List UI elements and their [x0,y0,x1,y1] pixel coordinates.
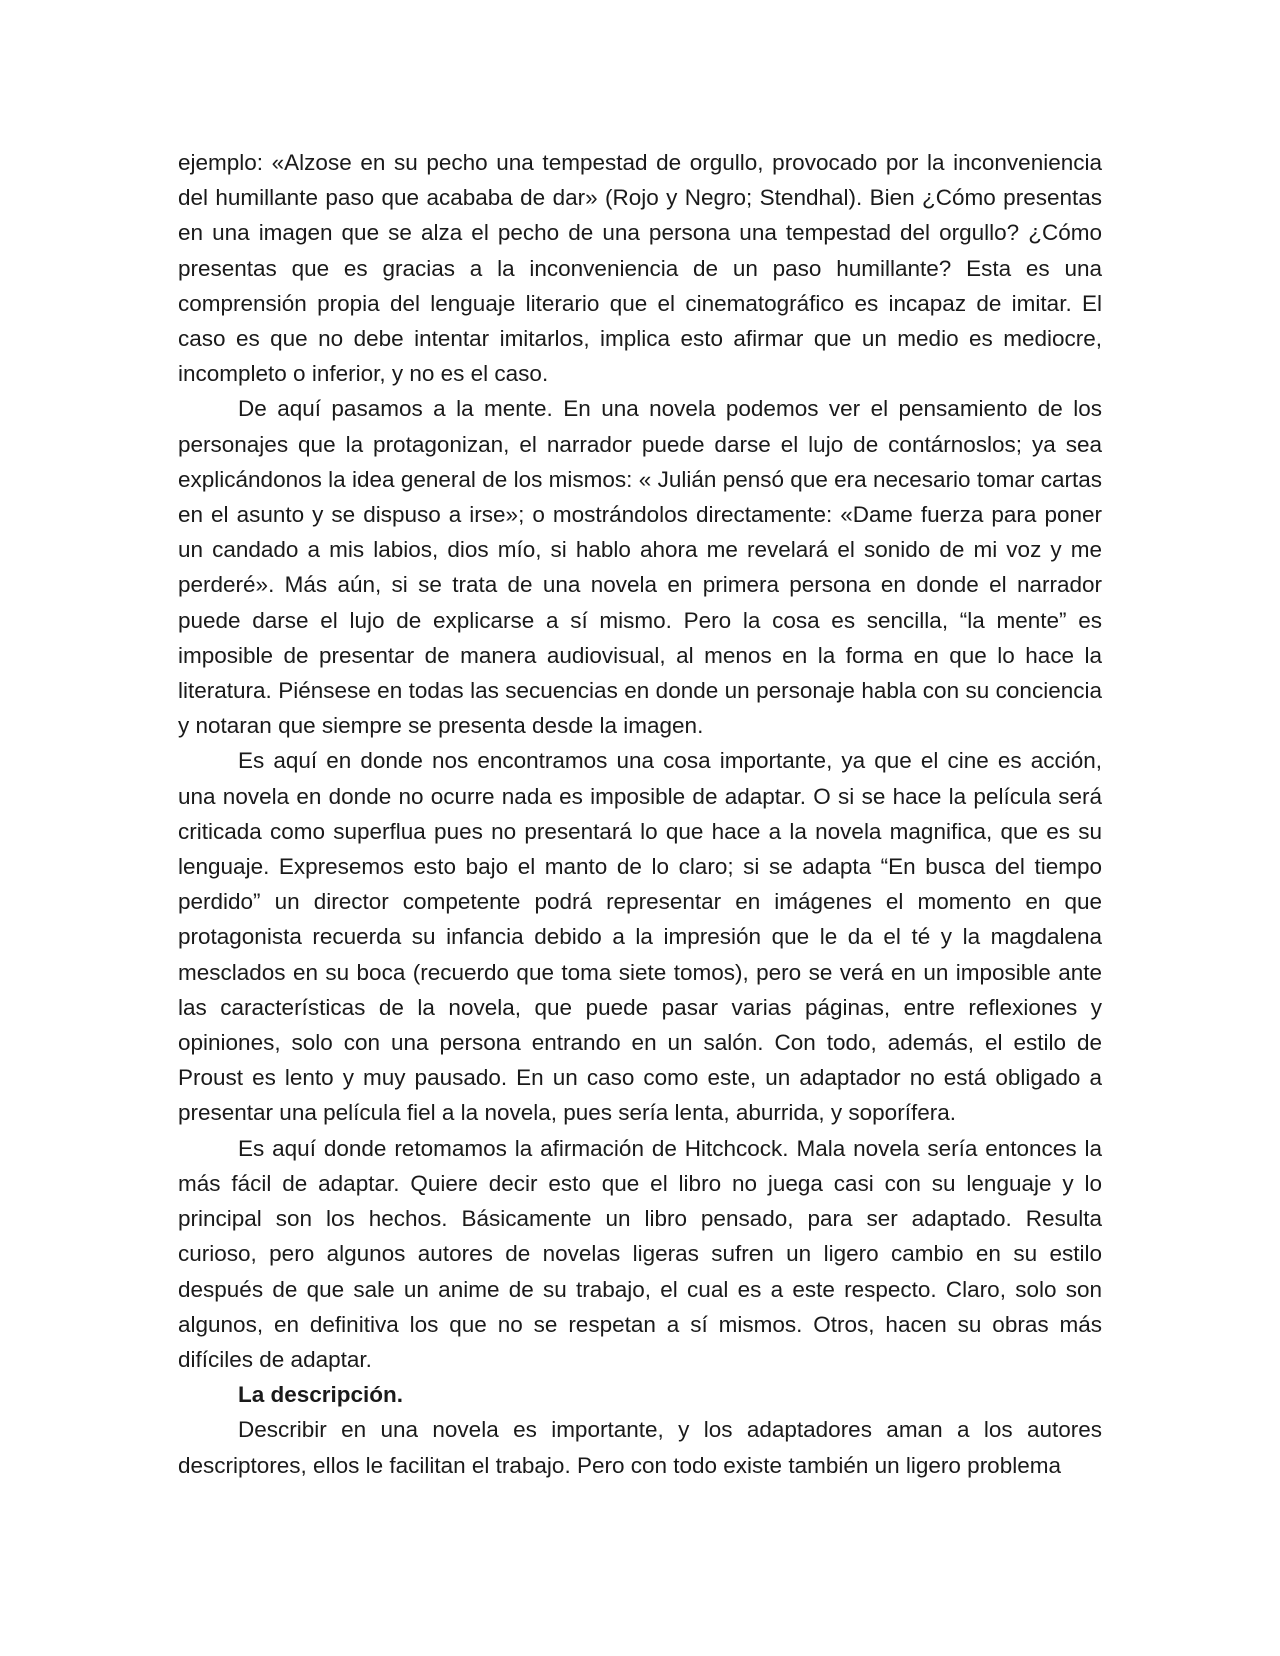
paragraph-mind: De aquí pasamos a la mente. En una novela podemos ver el pensamiento de los personajes que la protagonizan, el narrador puede darse el lujo de contárnoslos; ya sea explicándonos la idea general de los mismos: « Julián pensó que era necesario tomar cartas en el asunto y se dispuso a irse»; o mostrándolos directamente: «Dame fuerza para poner un candado a mis labios, dios mío, si hablo ahora me revelará el sonido de mi voz y me perderé». Más aún, si se trata de una novela en primera persona en donde el narrador puede darse el lujo de explicarse a sí mismo. Pero la cosa es sencilla, “la mente” es imposible de presentar de manera audiovisual, al menos en la forma en que lo hace la literatura. Piénsese en todas las secuencias en donde un personaje habla con su conciencia y notaran que siempre se presenta desde la imagen. [178,396,1102,739]
paragraph-hitchcock: Es aquí donde retomamos la afirmación de Hitchcock. Mala novela sería entonces la más fácil de adaptar. Quiere decir esto que el libro no juega casi con su lenguaje y lo principal son los hechos. Básicamente un libro pensado, para ser adaptado. Resulta curioso, pero algunos autores de novelas ligeras sufren un ligero cambio en su estilo después de que sale un anime de su trabajo, el cual es a este respecto. Claro, solo son algunos, en definitiva los que no se respetan a sí mismos. Otros, hacen su obras más difíciles de adaptar. [178,1135,1102,1372]
section-heading: La descripción. [238,1382,404,1408]
paragraph-continuation: ejemplo: «Alzose en su pecho una tempestad de orgullo, provocado por la inconveniencia del humillante paso que acababa de dar» (Rojo y Negro; Stendhal). Bien ¿Cómo presentas en una imagen que se alza el pecho de una persona una tempestad del orgullo? ¿Cómo presentas que es gracias a la inconveniencia de un paso humillante? Esta es una comprensión propia del lenguaje literario que el cinematográfico es incapaz de imitar. El caso es que no debe intentar imitarlos, implica esto afirmar que un medio es mediocre, incompleto o inferior, y no es el caso. [178,150,1102,387]
document-page [178,145,1102,1483]
paragraph-description: Describir en una novela es importante, y los adaptadores aman a los autores descriptores, ellos le facilitan el trabajo. Pero con todo existe también un ligero problema [178,1417,1102,1478]
paragraph-action: Es aquí en donde nos encontramos una cosa importante, ya que el cine es acción, una novela en donde no ocurre nada es imposible de adaptar. O si se hace la película será criticada como superflua pues no presentará lo que hace a la novela magnifica, que es su lenguaje. Expresemos esto bajo el manto de lo claro; si se adapta “En busca del tiempo perdido” un director competente podrá representar en imágenes el momento en que protagonista recuerda su infancia debido a la impresión que le da el té y la magdalena mesclados en su boca (recuerdo que toma siete tomos), pero se verá en un imposible ante las características de la novela, que puede pasar varias páginas, entre reflexiones y opiniones, solo con una persona entrando en un salón. Con todo, además, el estilo de Proust es lento y muy pausado. En un caso como este, un adaptador no está obligado a presentar una película fiel a la novela, pues sería lenta, aburrida, y soporífera. [178,748,1102,1126]
